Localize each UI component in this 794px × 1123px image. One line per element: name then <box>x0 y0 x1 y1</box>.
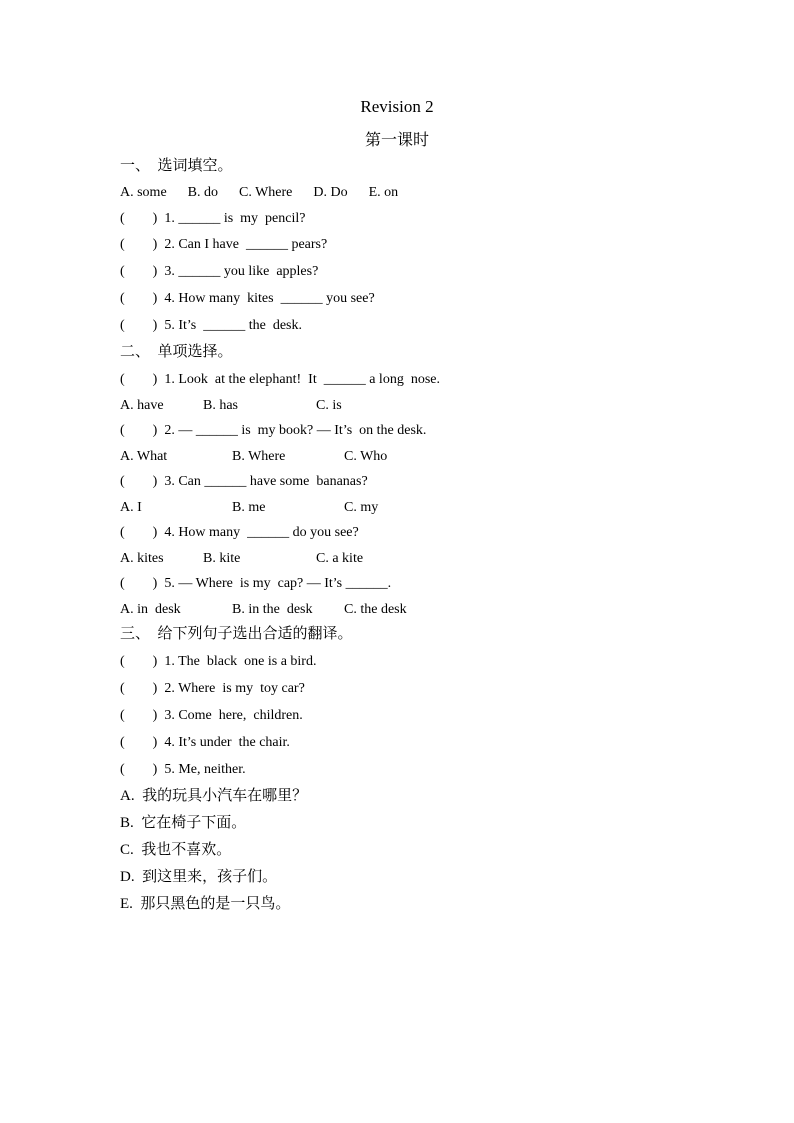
choice-a: A. in desk <box>120 602 181 617</box>
question-item: ( ) 3. Can ______ have some bananas? <box>120 474 368 489</box>
choice-b: B. Where <box>232 449 286 464</box>
choice-a: A. kites <box>120 551 164 566</box>
answer-option: D. 到这里来，孩子们。 <box>120 869 278 885</box>
question-item: ( ) 1. Look at the elephant! It ______ a long nose. <box>120 372 440 387</box>
question-item: ( ) 4. How many kites ______ you see? <box>120 291 375 306</box>
section-heading: 一、 选词填空。 <box>120 158 233 174</box>
question-item: ( ) 1. ______ is my pencil? <box>120 211 306 226</box>
choice-b: B. has <box>203 398 238 413</box>
question-item: ( ) 4. It’s under the chair. <box>120 735 290 750</box>
choice-a: A. What <box>120 449 168 464</box>
choice-c: C. Who <box>344 449 388 464</box>
choice-c: C. a kite <box>316 551 364 566</box>
choice-a: A. I <box>120 500 142 515</box>
answer-option: C. 我也不喜欢。 <box>120 842 232 858</box>
choice-b: B. kite <box>203 551 241 566</box>
choice-b: B. in the desk <box>232 602 313 617</box>
question-item: ( ) 1. The black one is a bird. <box>120 654 317 669</box>
answer-option: E. 那只黑色的是一只鸟。 <box>120 896 291 912</box>
choice-a: A. have <box>120 398 164 413</box>
choice-b: B. me <box>232 500 266 515</box>
question-item: ( ) 4. How many ______ do you see? <box>120 525 359 540</box>
choice-c: C. my <box>344 500 379 515</box>
question-item: ( ) 2. — ______ is my book? — It’s on the desk. <box>120 423 427 438</box>
question-item: ( ) 3. ______ you like apples? <box>120 264 319 279</box>
choice-c: C. the desk <box>344 602 407 617</box>
section-heading: 二、 单项选择。 <box>120 344 233 360</box>
question-item: ( ) 2. Can I have ______ pears? <box>120 237 328 252</box>
page-subtitle: 第一课时 <box>364 132 429 149</box>
question-item: ( ) 3. Come here, children. <box>120 708 303 723</box>
question-item: ( ) 2. Where is my toy car? <box>120 681 305 696</box>
choice-c: C. is <box>316 398 342 413</box>
question-item: ( ) 5. It’s ______ the desk. <box>120 318 302 333</box>
question-item: ( ) 5. — Where is my cap? — It’s ______. <box>120 576 392 591</box>
section-heading: 三、 给下列句子选出合适的翻译。 <box>120 626 353 642</box>
page-title: Revision 2 <box>360 97 434 116</box>
answer-option: A. 我的玩具小汽车在哪里？ <box>120 788 308 804</box>
question-item: ( ) 5. Me, neither. <box>120 762 246 777</box>
answer-option: B. 它在椅子下面。 <box>120 815 247 831</box>
word-options: A. some B. do C. Where D. Do E. on <box>120 185 399 200</box>
